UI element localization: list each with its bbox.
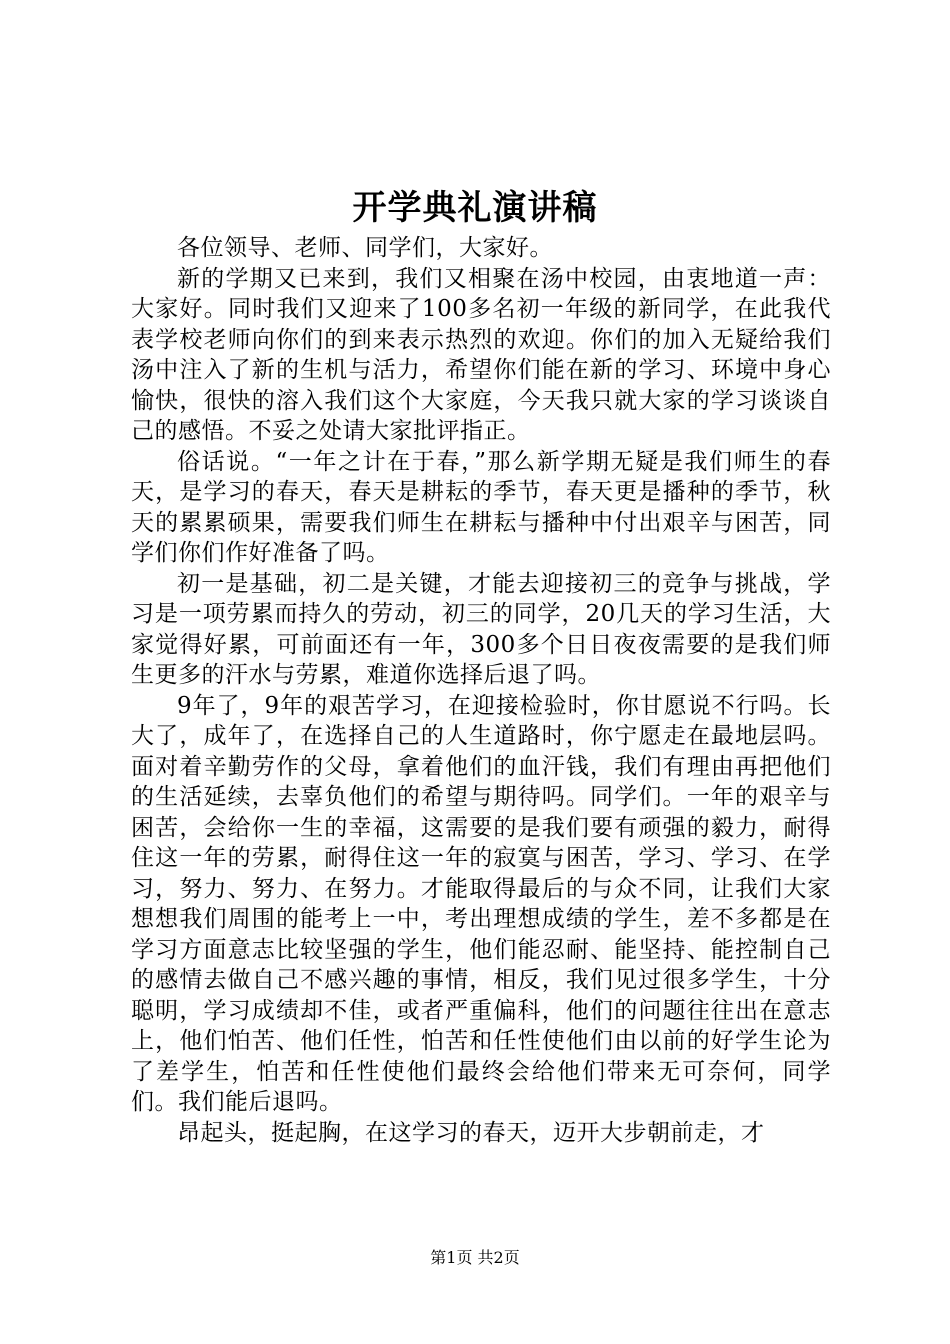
page-footer: 第1页 共2页 — [430, 1248, 520, 1267]
paragraph: 初一是基础，初二是关键，才能去迎接初三的竞争与挑战，学习是一项劳累而持久的劳动，初三的同学，20几天的学习生活，大家觉得好累，可前面还有一年，300多个日日夜夜需要的是我们师生更多的汗水与劳累，难道你选择后退了吗。 — [131, 570, 831, 688]
paragraph: 昂起头，挺起胸，在这学习的春天，迈开大步朝前走，才 — [177, 1119, 765, 1146]
paragraph: 新的学期又已来到，我们又相聚在汤中校园，由衷地道一声：大家好。同时我们又迎来了100多名初一年级的新同学，在此我代表学校老师向你们的到来表示热烈的欢迎。你们的加入无疑给我们汤中注入了新的生机与活力，希望你们能在新的学习、环境中身心愉快，很快的溶入我们这个大家庭，今天我只就大家的学习谈谈自己的感悟。不妥之处请大家批评指正。 — [131, 265, 831, 444]
document-title: 开学典礼演讲稿 — [352, 188, 598, 228]
paragraph: 俗话说。“一年之计在于春，”那么新学期无疑是我们师生的春天，是学习的春天，春天是耕耘的季节，春天更是播种的季节，秋天的累累硕果，需要我们师生在耕耘与播种中付出艰辛与困苦，同学们你们作好准备了吗。 — [131, 448, 831, 566]
paragraph: 9年了，9年的艰苦学习，在迎接检验时，你甘愿说不行吗。长大了，成年了，在选择自己的人生道路时，你宁愿走在最地层吗。面对着辛勤劳作的父母，拿着他们的血汗钱，我们有理由再把他们的生活延续，去辜负他们的希望与期待吗。同学们。一年的艰辛与困苦，会给你一生的幸福，这需要的是我们要有顽强的毅力，耐得住这一年的劳累，耐得住这一年的寂寞与困苦，学习、学习、在学习，努力、努力、在努力。才能取得最后的与众不同，让我们大家想想我们周围的能考上一中，考出理想成绩的学生，差不多都是在学习方面意志比较坚强的学生，他们能忍耐、能坚持、能控制自己的感情去做自己不感兴趣的事情，相反，我们见过很多学生，十分聪明，学习成绩却不佳，或者严重偏科，他们的问题往往出在意志上，他们怕苦、他们任性，怕苦和任性使他们由以前的好学生论为了差学生，怕苦和任性使他们最终会给他们带来无可奈何，同学们。我们能后退吗。 — [131, 692, 831, 1115]
document-body — [131, 233, 831, 1148]
paragraph: 各位领导、老师、同学们，大家好。 — [177, 235, 553, 261]
